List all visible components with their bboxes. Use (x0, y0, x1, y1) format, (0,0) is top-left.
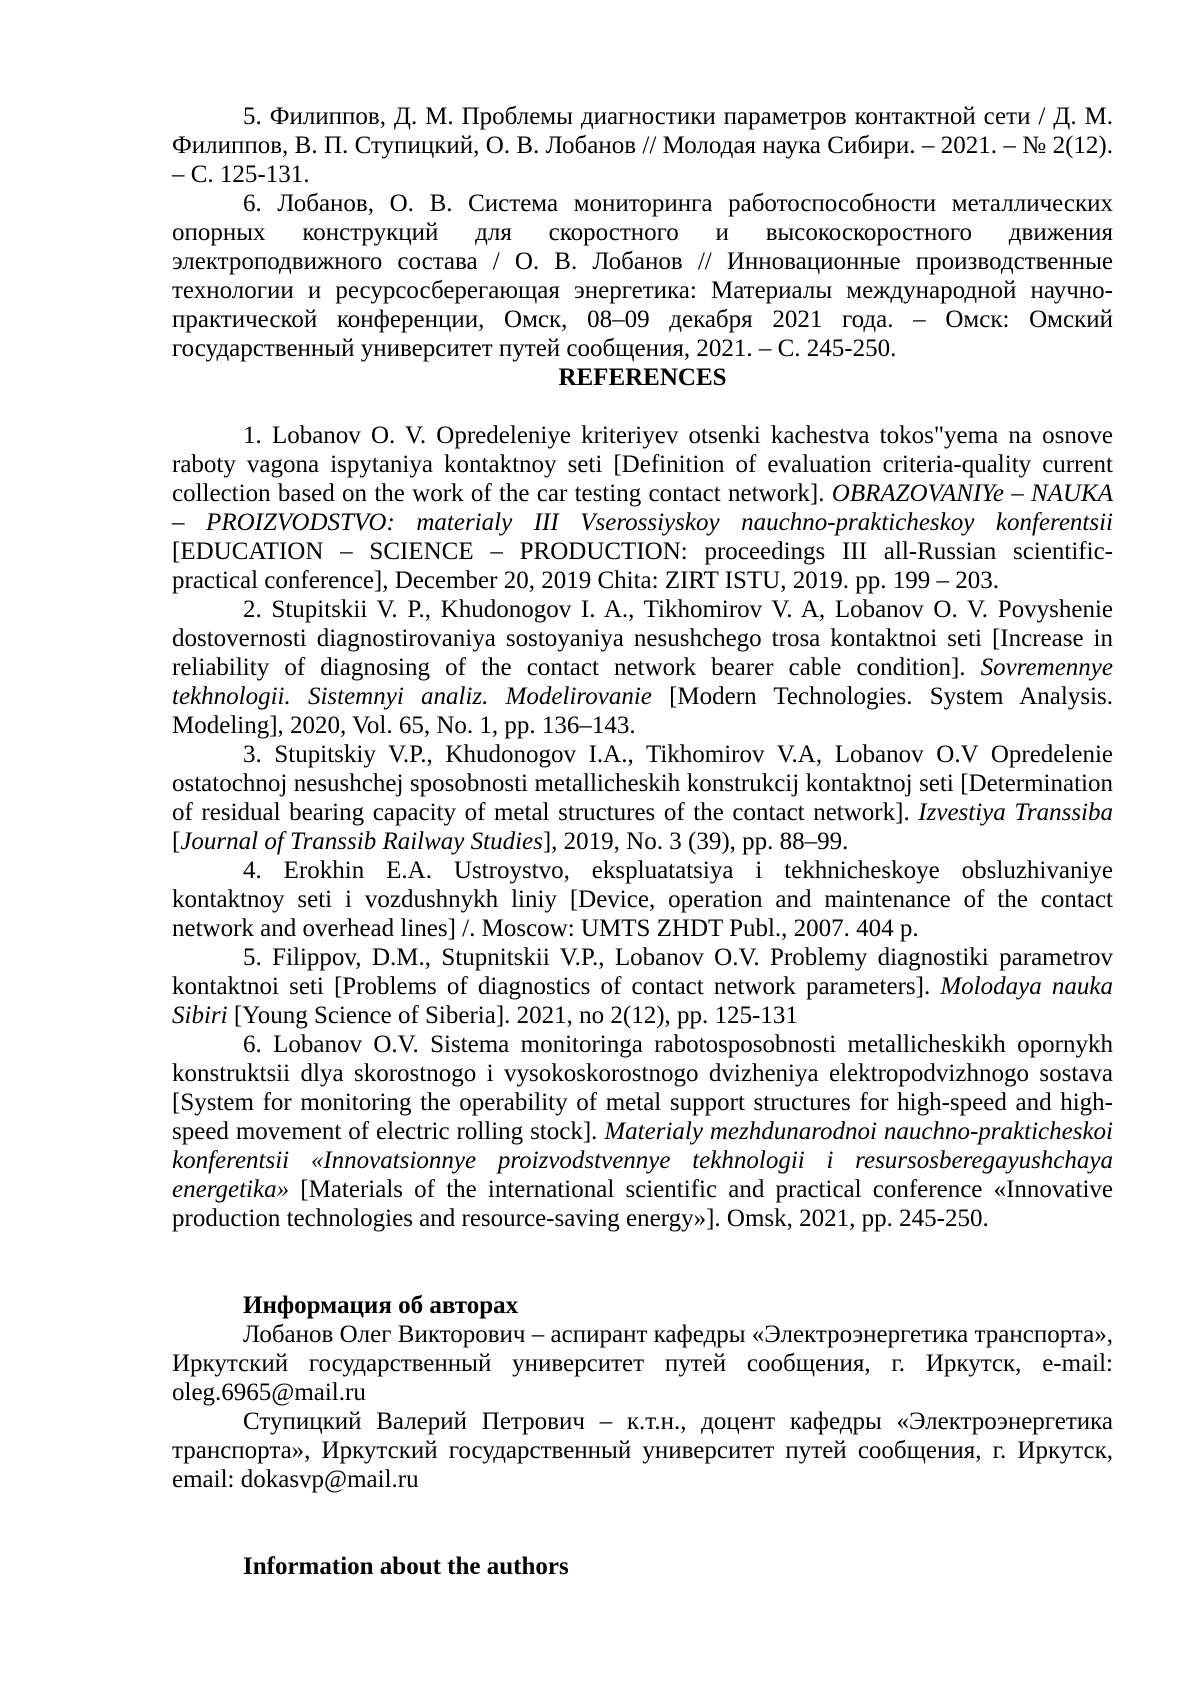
reference-source-title: Sovremennye tekhnologii. Sistemnyi analiz. Modelirovanie (172, 654, 1113, 710)
author-paragraph-lobanov (172, 1320, 1113, 1407)
reference-source-title-translation: Journal of Transsib Railway Studies (180, 828, 543, 855)
russian-reference-item-5: 5. Филиппов, Д. М. Проблемы диагностики параметров контактной сети / Д. М. Филиппов, В. П. Ступицкий, О. В. Лобанов // Молодая наука Сибири. – 2021. – № 2(12). – С. 125-131. (172, 103, 1113, 188)
author-description: Ступицкий Валерий Петрович – к.т.н., доцент кафедры «Электроэнергетика транспорта», Иркутский государственный университет путей сообщения, г. Иркутск, email: (172, 1408, 1113, 1493)
reference-text: [Young Science of Siberia]. 2021, no 2(12), pp. 125-131 (227, 1002, 798, 1029)
reference-item-1 (172, 421, 1113, 595)
authors-info-ru-heading: Информация об авторах (243, 1292, 519, 1319)
reference-source-title: Izvestiya Transsiba (918, 799, 1114, 826)
reference-text: 4. Erokhin E.A. Ustroystvo, ekspluatatsiya i tekhnicheskoye obsluzhivaniye kontaktnoy seti i vozdushnykh liniy [Device, operation and maintenance of the contact network and overhead lines] /. Moscow: UMTS ZHDT Publ., 2007. 404 p. (172, 857, 1113, 942)
author-email: dokasvp@mail.ru (240, 1466, 419, 1493)
author-paragraph-stupitskiy (172, 1407, 1113, 1494)
russian-reference-item-6: 6. Лобанов, О. В. Система мониторинга работоспособности металлических опорных конструкций для скоростного и высокоскоростного движения электроподвижного состава / О. В. Лобанов // Инновационные производственные технологии и ресурсосберегающая энергетика: Материалы международной научно-практической конференции, Омск, 08–09 декабря 2021 года. – Омск: Омский государственный университет путей сообщения, 2021. – С. 245-250. (172, 190, 1113, 362)
reference-text: 1. Lobanov O. V. Opredeleniye kriteriyev otsenki kachestva tokos"yema na osnove raboty vagona ispytaniya kontaktnoy seti [Definition of evaluation criteria-quality current collection based on the work of the car testing contact network]. (172, 422, 1113, 507)
reference-text: 3. Stupitskiy V.P., Khudonogov I.A., Tikhomirov V.A, Lobanov O.V Opredelenie ostatochnoj nesushchej sposobnosti metallicheskih konstrukcij kontaktnoj seti [Determination of residual bearing capacity of metal structures of the contact network]. (172, 741, 1113, 826)
reference-item-5 (172, 943, 1113, 1030)
author-description: Лобанов Олег Викторович – аспирант кафедры «Электроэнергетика транспорта», Иркутский государственный университет путей сообщения, г. Иркутск, e-mail: (172, 1321, 1113, 1377)
reference-text: ], 2019, No. 3 (39), pp. 88–99. (542, 828, 849, 855)
reference-text: [Materials of the international scientific and practical conference «Innovative production technologies and resource-saving energy»]. Omsk, 2021, pp. 245-250. (172, 1176, 1113, 1232)
reference-item-4 (172, 856, 1113, 943)
reference-text: [ (172, 828, 181, 855)
reference-text: [Modern Technologies. System Analysis. Modeling], 2020, Vol. 65, No. 1, pp. 136–143. (172, 683, 1113, 739)
reference-text: 2. Stupitskii V. P., Khudonogov I. A., Tikhomirov V. A, Lobanov O. V. Povyshenie dostovernosti diagnostirovaniya sostoyaniya nesushchego trosa kontaktnoi seti [Increase in reliability of diagnosing of the contact network bearer cable condition]. (172, 596, 1113, 681)
reference-source-title: Materialy mezhdunarodnoi nauchno-prakticheskoi konferentsii «Innovatsionnye proizvodstvennye tekhnologii i resursosberegayushchaya energetika» (172, 1118, 1113, 1203)
authors-info-en-heading: Information about the authors (243, 1553, 569, 1580)
reference-text: 6. Lobanov O.V. Sistema monitoringa rabotosposobnosti metallicheskikh opornykh konstruktsii dlya skorostnogo i vysokoskorostnogo dvizheniya elektropodvizhnogo sostava [System for monitoring the operability of metal support structures for high-speed and high-speed movement of electric rolling stock]. (172, 1031, 1113, 1145)
author-email: oleg.6965@mail.ru (172, 1379, 366, 1406)
reference-source-title: OBRAZOVANIYe – NAUKA – PROIZVODSTVO: materialy III Vserossiyskoy nauchno-prakticheskoy konferentsii (172, 480, 1113, 536)
references-heading: REFERENCES (558, 364, 727, 391)
reference-source-title: Molodaya nauka Sibiri (172, 973, 1113, 1029)
reference-item-3 (172, 740, 1113, 856)
reference-text: 5. Filippov, D.M., Stupnitskii V.P., Lobanov O.V. Problemy diagnostiki parametrov kontaktnoi seti [Problems of diagnostics of contact network parameters]. (172, 944, 1113, 1000)
page-content (172, 102, 1113, 1581)
reference-item-6 (172, 1030, 1113, 1233)
reference-item-2 (172, 595, 1113, 740)
reference-text: [EDUCATION – SCIENCE – PRODUCTION: proceedings III all-Russian scientific-practical conference], December 20, 2019 Chita: ZIRT ISTU, 2019. pp. 199 – 203. (172, 538, 1113, 594)
